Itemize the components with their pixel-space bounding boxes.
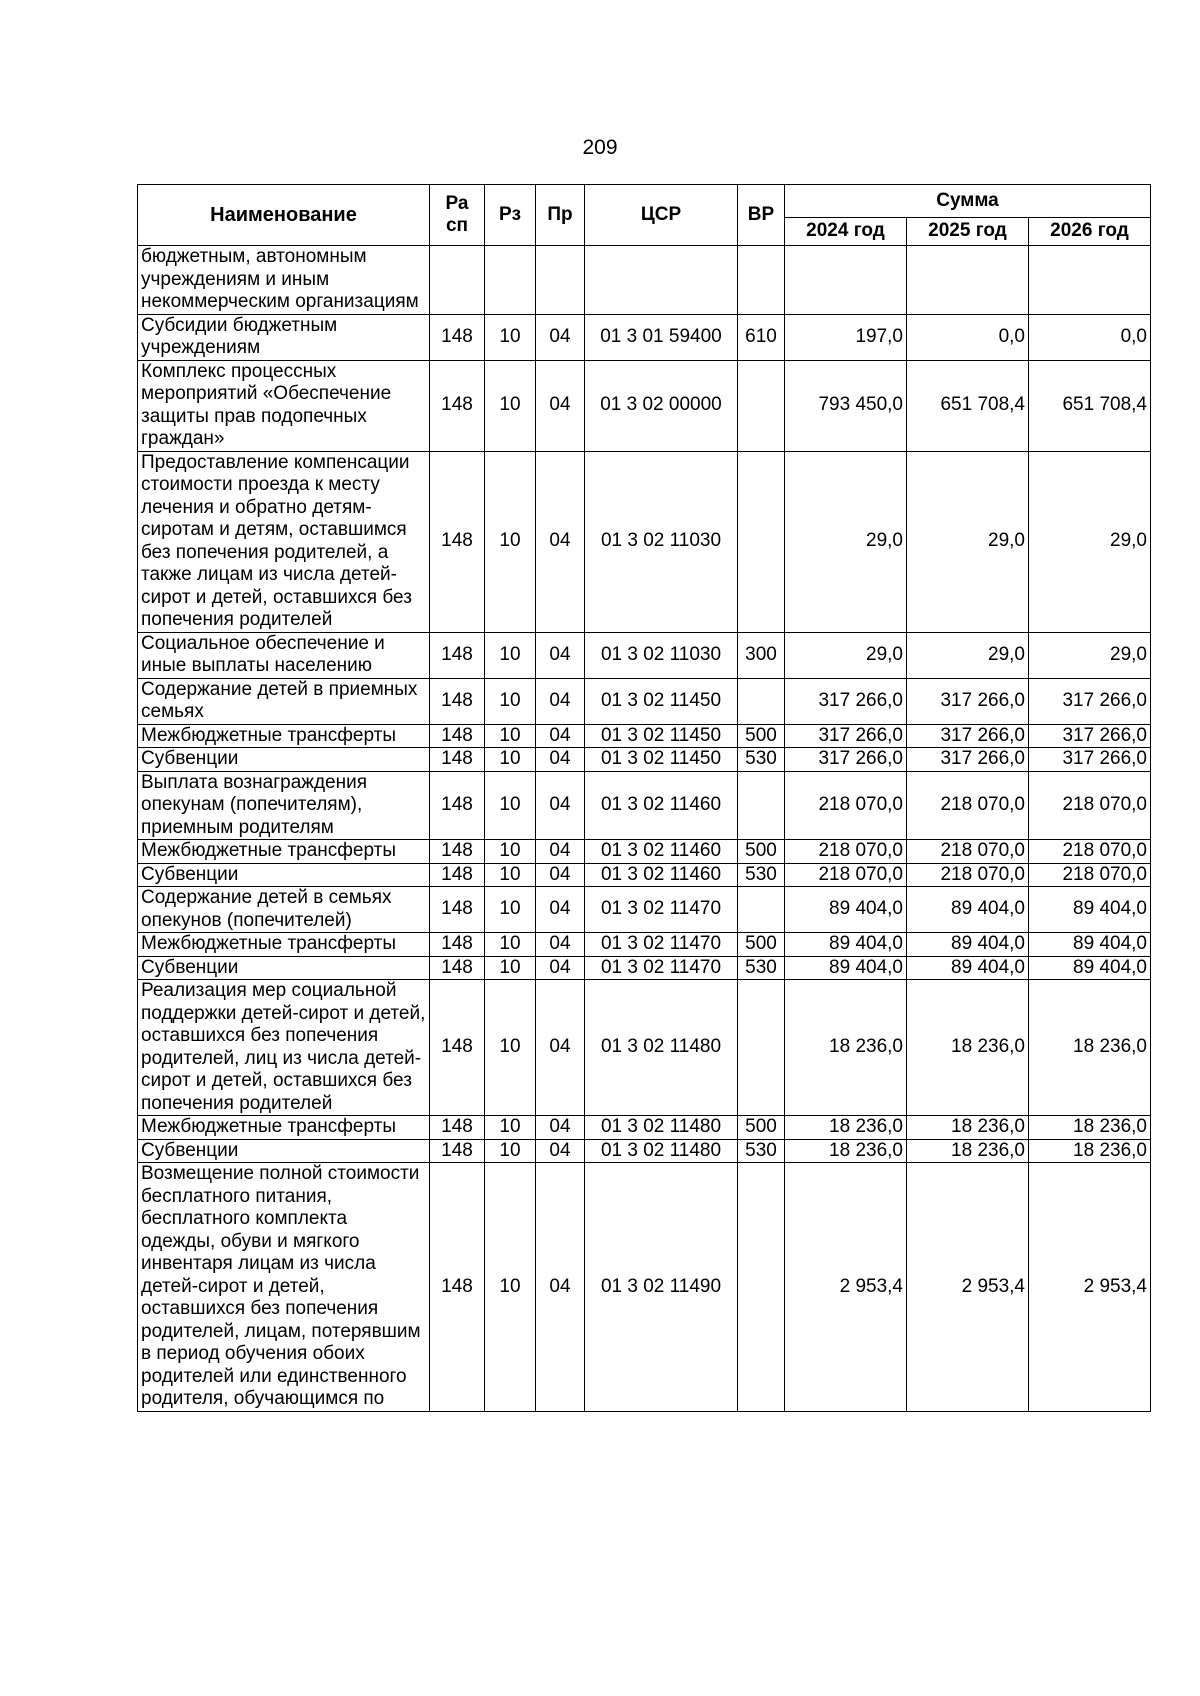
cell-rz: 10 <box>485 840 536 864</box>
cell-name: Комплекс процессных мероприятий «Обеспечение защиты прав подопечных граждан» <box>138 360 430 451</box>
cell-vr: 610 <box>738 314 785 360</box>
cell-rasp: 148 <box>430 771 485 840</box>
cell-name: Содержание детей в приемных семьях <box>138 678 430 724</box>
cell-amount-2024: 29,0 <box>785 451 907 632</box>
cell-amount-2024: 29,0 <box>785 632 907 678</box>
cell-rasp: 148 <box>430 314 485 360</box>
cell-pr: 04 <box>536 956 585 980</box>
header-name: Наименование <box>138 185 430 246</box>
cell-amount-2025: 29,0 <box>907 451 1029 632</box>
cell-amount-2024: 317 266,0 <box>785 748 907 772</box>
cell-amount-2025: 89 404,0 <box>907 956 1029 980</box>
cell-amount-2025: 29,0 <box>907 632 1029 678</box>
cell-name: Субвенции <box>138 863 430 887</box>
cell-amount-2025: 218 070,0 <box>907 840 1029 864</box>
cell-amount-2024: 89 404,0 <box>785 956 907 980</box>
cell-amount-2024: 18 236,0 <box>785 980 907 1116</box>
cell-rasp: 148 <box>430 451 485 632</box>
table-body <box>138 246 1151 1412</box>
table-row <box>138 1163 1151 1412</box>
cell-pr: 04 <box>536 748 585 772</box>
cell-pr: 04 <box>536 887 585 933</box>
cell-name: Предоставление компенсации стоимости проезда к месту лечения и обратно детям-сиротам и детям, оставшимся без попечения родителей, а также лицам из числа детей-сирот и детей, оставшихся без попечения родителей <box>138 451 430 632</box>
cell-rz: 10 <box>485 632 536 678</box>
cell-rz: 10 <box>485 1116 536 1140</box>
cell-name: Субсидии бюджетным учреждениям <box>138 314 430 360</box>
cell-csr: 01 3 02 11480 <box>585 1139 738 1163</box>
cell-rasp: 148 <box>430 956 485 980</box>
table-row <box>138 246 1151 315</box>
table-row <box>138 771 1151 840</box>
cell-rz: 10 <box>485 956 536 980</box>
cell-name: бюджетным, автономным учреждениям и иным некоммерческим организациям <box>138 246 430 315</box>
cell-pr: 04 <box>536 632 585 678</box>
cell-rz: 10 <box>485 360 536 451</box>
cell-rasp: 148 <box>430 360 485 451</box>
cell-pr: 04 <box>536 771 585 840</box>
table-row <box>138 1139 1151 1163</box>
cell-amount-2024 <box>785 246 907 315</box>
header-summa: Сумма <box>785 185 1151 218</box>
cell-name: Межбюджетные трансферты <box>138 840 430 864</box>
cell-amount-2024: 89 404,0 <box>785 887 907 933</box>
cell-csr <box>585 246 738 315</box>
cell-name: Межбюджетные трансферты <box>138 724 430 748</box>
cell-pr: 04 <box>536 724 585 748</box>
cell-rz: 10 <box>485 1139 536 1163</box>
cell-vr: 530 <box>738 956 785 980</box>
cell-name: Субвенции <box>138 956 430 980</box>
cell-name: Межбюджетные трансферты <box>138 933 430 957</box>
cell-vr: 500 <box>738 1116 785 1140</box>
cell-amount-2025: 0,0 <box>907 314 1029 360</box>
cell-name: Межбюджетные трансферты <box>138 1116 430 1140</box>
table-row <box>138 678 1151 724</box>
cell-rasp: 148 <box>430 632 485 678</box>
cell-amount-2025: 317 266,0 <box>907 748 1029 772</box>
cell-amount-2024: 317 266,0 <box>785 724 907 748</box>
cell-csr: 01 3 02 11480 <box>585 1116 738 1140</box>
table-row <box>138 748 1151 772</box>
cell-csr: 01 3 02 11450 <box>585 748 738 772</box>
cell-rasp: 148 <box>430 678 485 724</box>
cell-rz: 10 <box>485 314 536 360</box>
cell-rasp: 148 <box>430 1163 485 1412</box>
table-row <box>138 933 1151 957</box>
cell-amount-2026: 0,0 <box>1029 314 1151 360</box>
header-csr: ЦСР <box>585 185 738 246</box>
cell-amount-2026: 18 236,0 <box>1029 1139 1151 1163</box>
cell-pr: 04 <box>536 360 585 451</box>
cell-name: Реализация мер социальной поддержки детей-сирот и детей, оставшихся без попечения родителей, лиц из числа детей-сирот и детей, оставшихся без попечения родителей <box>138 980 430 1116</box>
header-year-2025: 2025 год <box>907 218 1029 246</box>
table-row <box>138 863 1151 887</box>
cell-pr: 04 <box>536 1139 585 1163</box>
cell-pr: 04 <box>536 933 585 957</box>
cell-csr: 01 3 02 11480 <box>585 980 738 1116</box>
table-row <box>138 1116 1151 1140</box>
cell-name: Выплата вознаграждения опекунам (попечителям), приемным родителям <box>138 771 430 840</box>
cell-pr: 04 <box>536 1116 585 1140</box>
cell-rz: 10 <box>485 980 536 1116</box>
cell-name: Содержание детей в семьях опекунов (попечителей) <box>138 887 430 933</box>
cell-csr: 01 3 02 11470 <box>585 933 738 957</box>
cell-vr: 500 <box>738 724 785 748</box>
header-year-2026: 2026 год <box>1029 218 1151 246</box>
cell-rasp: 148 <box>430 1116 485 1140</box>
cell-amount-2025: 317 266,0 <box>907 678 1029 724</box>
cell-amount-2025: 18 236,0 <box>907 980 1029 1116</box>
table-row <box>138 724 1151 748</box>
cell-amount-2025: 218 070,0 <box>907 863 1029 887</box>
cell-rasp: 148 <box>430 863 485 887</box>
cell-amount-2025: 89 404,0 <box>907 887 1029 933</box>
header-rz: Рз <box>485 185 536 246</box>
cell-vr <box>738 451 785 632</box>
cell-rz: 10 <box>485 771 536 840</box>
cell-amount-2024: 18 236,0 <box>785 1139 907 1163</box>
cell-pr: 04 <box>536 678 585 724</box>
cell-amount-2026: 2 953,4 <box>1029 1163 1151 1412</box>
cell-vr <box>738 887 785 933</box>
cell-rz: 10 <box>485 887 536 933</box>
cell-amount-2024: 18 236,0 <box>785 1116 907 1140</box>
cell-csr: 01 3 02 11460 <box>585 863 738 887</box>
header-vr: ВР <box>738 185 785 246</box>
cell-amount-2025: 651 708,4 <box>907 360 1029 451</box>
table-row <box>138 314 1151 360</box>
header-rasp: Ра сп <box>430 185 485 246</box>
cell-vr: 530 <box>738 1139 785 1163</box>
cell-rz: 10 <box>485 748 536 772</box>
cell-pr <box>536 246 585 315</box>
cell-amount-2026: 317 266,0 <box>1029 678 1151 724</box>
table-row <box>138 980 1151 1116</box>
cell-rz: 10 <box>485 933 536 957</box>
cell-amount-2024: 218 070,0 <box>785 771 907 840</box>
table-row <box>138 956 1151 980</box>
cell-rasp: 148 <box>430 887 485 933</box>
cell-amount-2025: 317 266,0 <box>907 724 1029 748</box>
cell-amount-2025: 18 236,0 <box>907 1116 1029 1140</box>
cell-rasp <box>430 246 485 315</box>
header-year-2024: 2024 год <box>785 218 907 246</box>
cell-pr: 04 <box>536 863 585 887</box>
cell-rz: 10 <box>485 1163 536 1412</box>
cell-csr: 01 3 02 00000 <box>585 360 738 451</box>
cell-vr: 500 <box>738 933 785 957</box>
cell-vr: 530 <box>738 863 785 887</box>
cell-amount-2026 <box>1029 246 1151 315</box>
cell-amount-2024: 218 070,0 <box>785 840 907 864</box>
cell-amount-2026: 89 404,0 <box>1029 887 1151 933</box>
cell-amount-2024: 218 070,0 <box>785 863 907 887</box>
cell-pr: 04 <box>536 451 585 632</box>
cell-name: Возмещение полной стоимости бесплатного питания, бесплатного комплекта одежды, обуви и мягкого инвентаря лицам из числа детей-сирот и детей, оставшихся без попечения родителей, лицам, потерявшим в период обучения обоих родителей или единственного родителя, обучающимся по <box>138 1163 430 1412</box>
cell-name: Субвенции <box>138 1139 430 1163</box>
header-row-top <box>138 185 1151 218</box>
cell-amount-2025: 18 236,0 <box>907 1139 1029 1163</box>
cell-rz: 10 <box>485 678 536 724</box>
budget-table <box>137 184 1151 1412</box>
cell-amount-2026: 89 404,0 <box>1029 933 1151 957</box>
cell-rz: 10 <box>485 724 536 748</box>
cell-pr: 04 <box>536 980 585 1116</box>
table-row <box>138 887 1151 933</box>
cell-rz <box>485 246 536 315</box>
cell-csr: 01 3 01 59400 <box>585 314 738 360</box>
cell-rz: 10 <box>485 451 536 632</box>
cell-amount-2026: 317 266,0 <box>1029 748 1151 772</box>
cell-vr <box>738 771 785 840</box>
cell-rasp: 148 <box>430 748 485 772</box>
header-pr: Пр <box>536 185 585 246</box>
cell-vr <box>738 1163 785 1412</box>
cell-amount-2025: 89 404,0 <box>907 933 1029 957</box>
cell-csr: 01 3 02 11030 <box>585 451 738 632</box>
cell-amount-2026: 89 404,0 <box>1029 956 1151 980</box>
cell-amount-2024: 197,0 <box>785 314 907 360</box>
cell-vr: 500 <box>738 840 785 864</box>
cell-rz: 10 <box>485 863 536 887</box>
cell-amount-2024: 793 450,0 <box>785 360 907 451</box>
cell-rasp: 148 <box>430 840 485 864</box>
cell-vr <box>738 678 785 724</box>
cell-rasp: 148 <box>430 933 485 957</box>
cell-amount-2025 <box>907 246 1029 315</box>
cell-rasp: 148 <box>430 1139 485 1163</box>
cell-pr: 04 <box>536 1163 585 1412</box>
cell-csr: 01 3 02 11450 <box>585 724 738 748</box>
cell-vr: 530 <box>738 748 785 772</box>
table-row <box>138 451 1151 632</box>
cell-amount-2024: 89 404,0 <box>785 933 907 957</box>
cell-amount-2024: 317 266,0 <box>785 678 907 724</box>
cell-amount-2026: 29,0 <box>1029 632 1151 678</box>
cell-csr: 01 3 02 11490 <box>585 1163 738 1412</box>
cell-amount-2026: 651 708,4 <box>1029 360 1151 451</box>
table-row <box>138 632 1151 678</box>
cell-csr: 01 3 02 11460 <box>585 771 738 840</box>
cell-vr <box>738 246 785 315</box>
cell-amount-2025: 2 953,4 <box>907 1163 1029 1412</box>
cell-amount-2026: 317 266,0 <box>1029 724 1151 748</box>
cell-csr: 01 3 02 11450 <box>585 678 738 724</box>
table-row <box>138 840 1151 864</box>
cell-rasp: 148 <box>430 980 485 1116</box>
cell-name: Социальное обеспечение и иные выплаты населению <box>138 632 430 678</box>
cell-vr: 300 <box>738 632 785 678</box>
cell-amount-2026: 218 070,0 <box>1029 771 1151 840</box>
cell-vr <box>738 980 785 1116</box>
cell-amount-2026: 18 236,0 <box>1029 1116 1151 1140</box>
cell-rasp: 148 <box>430 724 485 748</box>
cell-amount-2025: 218 070,0 <box>907 771 1029 840</box>
table-row <box>138 360 1151 451</box>
cell-amount-2026: 18 236,0 <box>1029 980 1151 1116</box>
cell-amount-2026: 218 070,0 <box>1029 863 1151 887</box>
cell-name: Субвенции <box>138 748 430 772</box>
cell-csr: 01 3 02 11030 <box>585 632 738 678</box>
cell-csr: 01 3 02 11470 <box>585 887 738 933</box>
cell-csr: 01 3 02 11460 <box>585 840 738 864</box>
cell-pr: 04 <box>536 314 585 360</box>
cell-pr: 04 <box>536 840 585 864</box>
cell-amount-2024: 2 953,4 <box>785 1163 907 1412</box>
cell-vr <box>738 360 785 451</box>
cell-amount-2026: 218 070,0 <box>1029 840 1151 864</box>
cell-amount-2026: 29,0 <box>1029 451 1151 632</box>
page-number: 209 <box>582 136 618 159</box>
cell-csr: 01 3 02 11470 <box>585 956 738 980</box>
